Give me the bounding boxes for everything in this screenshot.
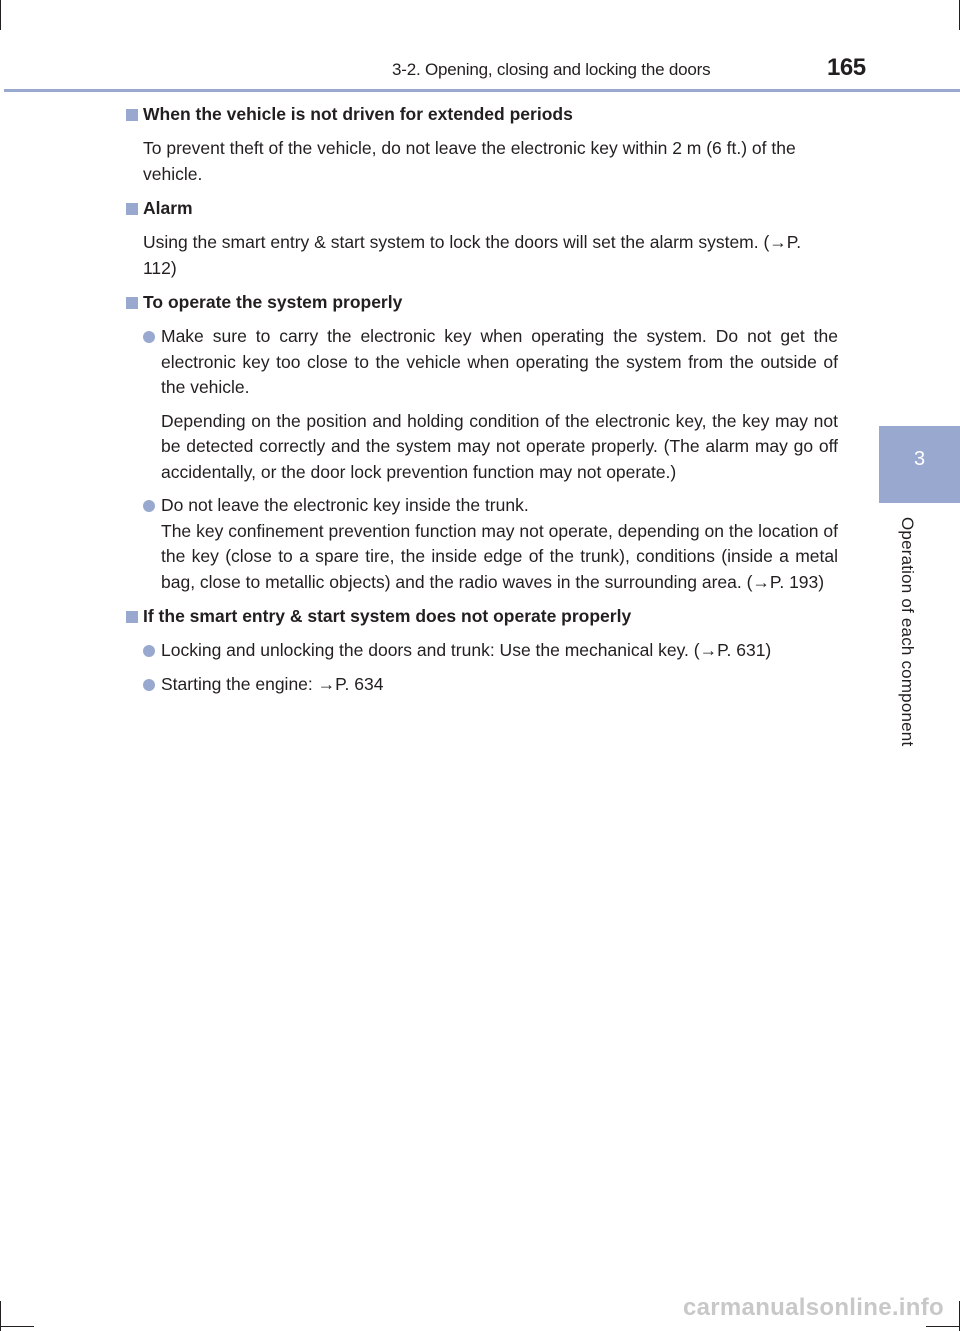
watermark: carmanualsonline.info <box>682 1294 944 1321</box>
section-heading-text: To operate the system properly <box>143 292 403 313</box>
header-rule <box>4 89 960 92</box>
section-heading <box>126 102 838 128</box>
round-bullet-icon <box>143 331 155 343</box>
square-bullet-icon <box>126 203 138 215</box>
crop-mark <box>926 1326 960 1327</box>
page-number: 165 <box>827 54 866 81</box>
chapter-number: 3 <box>913 448 926 470</box>
list-item-text: Depending on the position and holding condition of the electronic key, the key may not be detected correctly and the system may not operate properly. (The alarm may go off accidentally, or the door lock prevention function may not operate.) <box>161 410 838 482</box>
chapter-label: Operation of each component <box>898 517 917 747</box>
section-heading-text: When the vehicle is not driven for extended periods <box>143 104 573 125</box>
round-bullet-icon <box>143 679 155 691</box>
section-heading <box>126 196 838 222</box>
section-operate-properly <box>126 290 838 595</box>
section-paragraph: To prevent theft of the vehicle, do not leave the electronic key within 2 m (6 ft.) of the vehicle. <box>143 138 796 184</box>
section-extended-periods <box>126 102 838 187</box>
section-heading-text: If the smart entry & start system does not operate properly <box>143 606 632 627</box>
list-item-body <box>161 672 838 698</box>
list-item <box>143 324 838 485</box>
section-heading-text: Alarm <box>143 198 193 219</box>
list-item-body <box>161 493 838 595</box>
list-item <box>143 493 838 595</box>
list-item-text: Make sure to carry the electronic key when operating the system. Do not get the electronic key too close to the vehicle when operating the system from the outside of the vehicle. <box>161 326 838 397</box>
list-item <box>143 672 838 698</box>
crop-mark <box>0 1326 34 1327</box>
square-bullet-icon <box>126 109 138 121</box>
list-item-text: Do not leave the electronic key inside the trunk. <box>161 495 529 515</box>
square-bullet-icon <box>126 611 138 623</box>
section-not-operate-properly <box>126 604 838 697</box>
list-item-text: The key confinement prevention function may not operate, depending on the location of the key (close to a spare tire, the inside edge of the trunk), conditions (inside a metal bag, close to metallic objects) and the radio waves in the surrounding area. (→P. 193) <box>161 520 838 592</box>
running-header-title: 3-2. Opening, closing and locking the doors <box>392 60 711 79</box>
section-heading <box>126 290 838 316</box>
section-alarm <box>126 196 838 281</box>
chapter-tab <box>879 426 960 503</box>
list-item-body <box>161 638 838 664</box>
list-item <box>143 638 838 664</box>
round-bullet-icon <box>143 500 155 512</box>
square-bullet-icon <box>126 297 138 309</box>
page-content <box>126 102 838 706</box>
round-bullet-icon <box>143 645 155 657</box>
section-heading <box>126 604 838 630</box>
list-item-body <box>161 324 838 485</box>
section-paragraph: Using the smart entry & start system to lock the doors will set the alarm system. (→P. 112) <box>143 232 802 278</box>
list-item-text: Locking and unlocking the doors and trunk: Use the mechanical key. (→P. 631) <box>161 640 772 660</box>
crop-mark <box>0 0 1 30</box>
list-item-text: Starting the engine: →P. 634 <box>161 673 384 694</box>
